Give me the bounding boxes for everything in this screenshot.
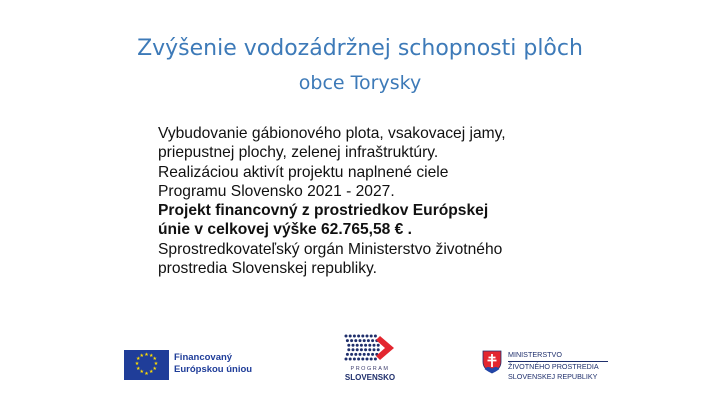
page-subtitle: obce Torysky: [298, 72, 422, 94]
eu-star-icon: ★: [149, 369, 154, 376]
program-logo-name: SLOVENSKO: [344, 373, 396, 382]
program-dot: [373, 344, 376, 347]
program-dot: [367, 353, 370, 356]
program-dot: [352, 344, 355, 347]
eu-star-icon: ★: [152, 365, 157, 372]
description-line: Vybudovanie gábionového plota, vsakovacej jamy,: [158, 125, 506, 142]
program-dot: [371, 339, 374, 342]
eu-star-icon: ★: [153, 361, 159, 367]
eu-flag-icon: [124, 350, 169, 380]
program-dot: [345, 335, 348, 338]
program-dot: [373, 348, 376, 351]
eu-star-icon: ★: [139, 369, 144, 376]
program-dot: [360, 344, 363, 347]
program-dot: [363, 353, 366, 356]
program-dot: [349, 335, 352, 338]
program-dot: [377, 344, 380, 347]
program-dot: [361, 358, 364, 361]
program-dot: [366, 358, 369, 361]
program-dot: [354, 353, 357, 356]
eu-star-icon: ★: [144, 370, 149, 377]
program-logo-line: PROGRAM: [350, 366, 390, 372]
program-dot: [352, 348, 355, 351]
description-line: Sprostredkovateľský orgán Ministerstvo životného: [158, 240, 503, 258]
eu-star-icon: ★: [149, 352, 154, 359]
description-line: priepustnej plochy, zelenej infraštruktúry.: [158, 144, 439, 162]
program-dot: [357, 358, 360, 361]
program-dot: [366, 335, 369, 338]
eu-star-icon: ★: [134, 361, 140, 367]
program-dot: [353, 358, 356, 361]
program-dot: [368, 348, 371, 351]
program-dot: [374, 335, 377, 338]
eu-star-icon: ★: [139, 352, 144, 359]
program-dot: [374, 358, 377, 361]
program-arrow: [376, 336, 394, 360]
program-dot: [356, 344, 359, 347]
program-dot: [359, 339, 362, 342]
project-description: [158, 124, 618, 278]
program-dot: [370, 358, 373, 361]
ministry-logo: [482, 348, 632, 384]
program-dot: [361, 335, 364, 338]
program-dot: [359, 353, 362, 356]
program-dot: [346, 339, 349, 342]
program-slovensko-icon: [342, 332, 398, 366]
program-dot: [370, 335, 373, 338]
program-dot: [364, 348, 367, 351]
description-line: Realizáciou aktivít projektu naplnené ciele: [158, 163, 449, 181]
program-dot: [356, 348, 359, 351]
eu-logo-line: Európskou úniou: [174, 364, 253, 375]
eu-star-icon: ★: [152, 356, 157, 363]
program-dot: [368, 344, 371, 347]
program-dot: [354, 339, 357, 342]
program-dot: [347, 344, 350, 347]
slovak-coat-of-arms-icon: [482, 350, 502, 374]
program-dot: [357, 335, 360, 338]
funding-line: Projekt financovný z prostriedkov Európskej: [158, 202, 489, 220]
program-slovensko-logo: [338, 332, 402, 384]
eu-funding-logo: [124, 348, 274, 382]
ministry-line: ŽIVOTNÉHO PROSTREDIA: [508, 361, 599, 371]
program-dot: [345, 358, 348, 361]
ministry-line: SLOVENSKEJ REPUBLIKY: [508, 371, 598, 381]
description-line: Programu Slovensko 2021 - 2027.: [158, 182, 395, 200]
program-dot: [364, 344, 367, 347]
eu-star-icon: ★: [144, 351, 149, 358]
ministry-logo-text: [508, 350, 608, 381]
program-dot: [377, 348, 380, 351]
eu-logo-text: [174, 352, 252, 376]
funding-amount-line: únie v celkovej výške 62.765,58 € .: [158, 221, 413, 239]
description-line: prostredia Slovenskej republiky.: [158, 260, 377, 278]
eu-logo-line: Financovaný: [174, 352, 233, 363]
program-dot: [360, 348, 363, 351]
page-title: Zvýšenie vodozádržnej schopnosti plôch: [137, 36, 583, 61]
program-dot: [347, 348, 350, 351]
program-dot: [363, 339, 366, 342]
program-dot: [349, 358, 352, 361]
program-dot: [350, 353, 353, 356]
program-dot: [346, 353, 349, 356]
ministry-line: MINISTERSTVO: [508, 350, 562, 359]
eu-star-icon: ★: [136, 365, 141, 372]
program-dot: [353, 335, 356, 338]
program-dot: [367, 339, 370, 342]
program-dot: [350, 339, 353, 342]
eu-star-icon: ★: [136, 356, 141, 363]
program-dot: [371, 353, 374, 356]
